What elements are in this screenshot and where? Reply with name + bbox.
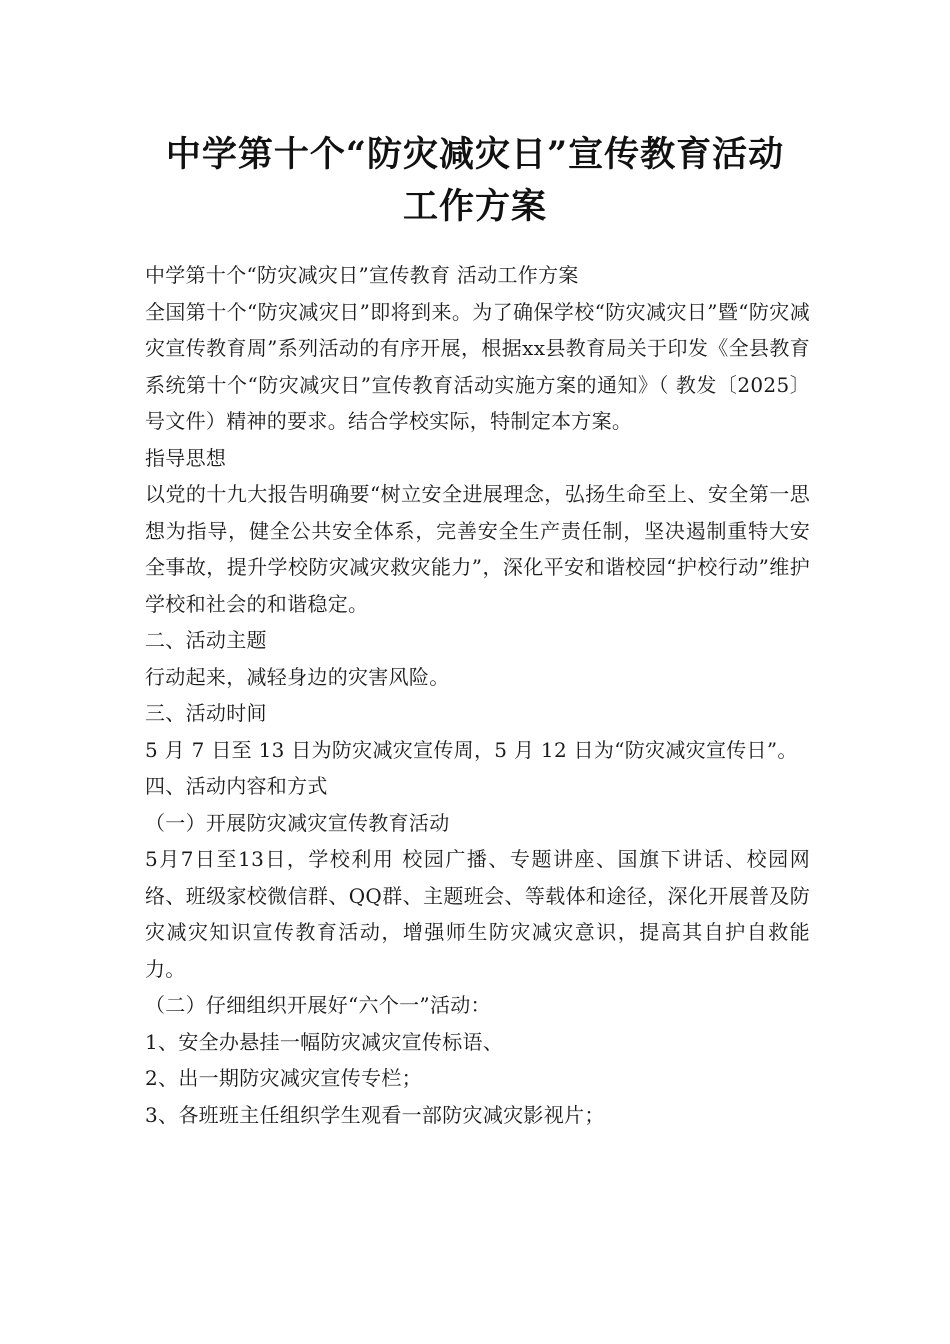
list-item-1: 1、安全办悬挂一幅防灾减灾宣传标语、: [145, 1029, 504, 1054]
section-heading-guiding-thought: 指导思想: [145, 445, 227, 470]
paragraph-theme: 行动起来，减轻身边的灾害风险。: [145, 664, 450, 689]
paragraph-intro: 全国第十个“防灾减灾日”即将到来。为了确保学校“防灾减灾日”暨“防灾减灾宣传教育周”系列活动的有序开展，根据xx县教育局关于印发《全县教育系统第十个“防灾减灾日”宣传教育活动实施方案的通知》（ 教发〔2025〕 号文件）精神的要求。结合学校实际，特制定本方案。: [145, 299, 810, 433]
document-body: [145, 257, 810, 1133]
section-heading-time: 三、活动时间: [145, 701, 267, 725]
paragraph-content-1: 5月7日至13日，学校利用 校园广播、专题讲座、国旗下讲话、校园网络、班级家校微信群、QQ群、主题班会、等载体和途径，深化开展普及防灾减灾知识宣传教育活动，增强师生防灾减灾意识，提高其自护自救能力。: [145, 847, 810, 981]
list-item-3: 3、各班班主任组织学生观看一部防灾减灾影视片；: [145, 1102, 605, 1127]
subsection-heading-2: （二）仔细组织开展好“六个一”活动：: [145, 993, 491, 1017]
paragraph-time: 5 月 7 日至 13 日为防灾减灾宣传周，5 月 12 日为“防灾减灾宣传日”。: [145, 737, 798, 762]
list-item-2: 2、出一期防灾减灾宣传专栏；: [145, 1066, 422, 1090]
section-heading-theme: 二、活动主题: [145, 628, 267, 652]
paragraph-subtitle: 中学第十个“防灾减灾日”宣传教育 活动工作方案: [145, 263, 579, 287]
document-title-line-2: 工作方案: [402, 186, 547, 227]
paragraph-guiding-thought: 以党的十九大报告明确要“树立安全进展理念，弘扬生命至上、安全第一思想为指导，健全公共安全体系，完善安全生产责任制，坚决遏制重特大安全事故，提升学校防灾减灾救灾能力”，深化平安和谐校园“护校行动”维护学校和社会的和谐稳定。: [145, 482, 810, 616]
document-title-line-1: 中学第十个“防灾减灾日”宣传教育活动: [165, 134, 785, 175]
section-heading-content: 四、活动内容和方式: [145, 774, 328, 798]
subsection-heading-1: （一）开展防灾减灾宣传教育活动: [145, 810, 450, 835]
